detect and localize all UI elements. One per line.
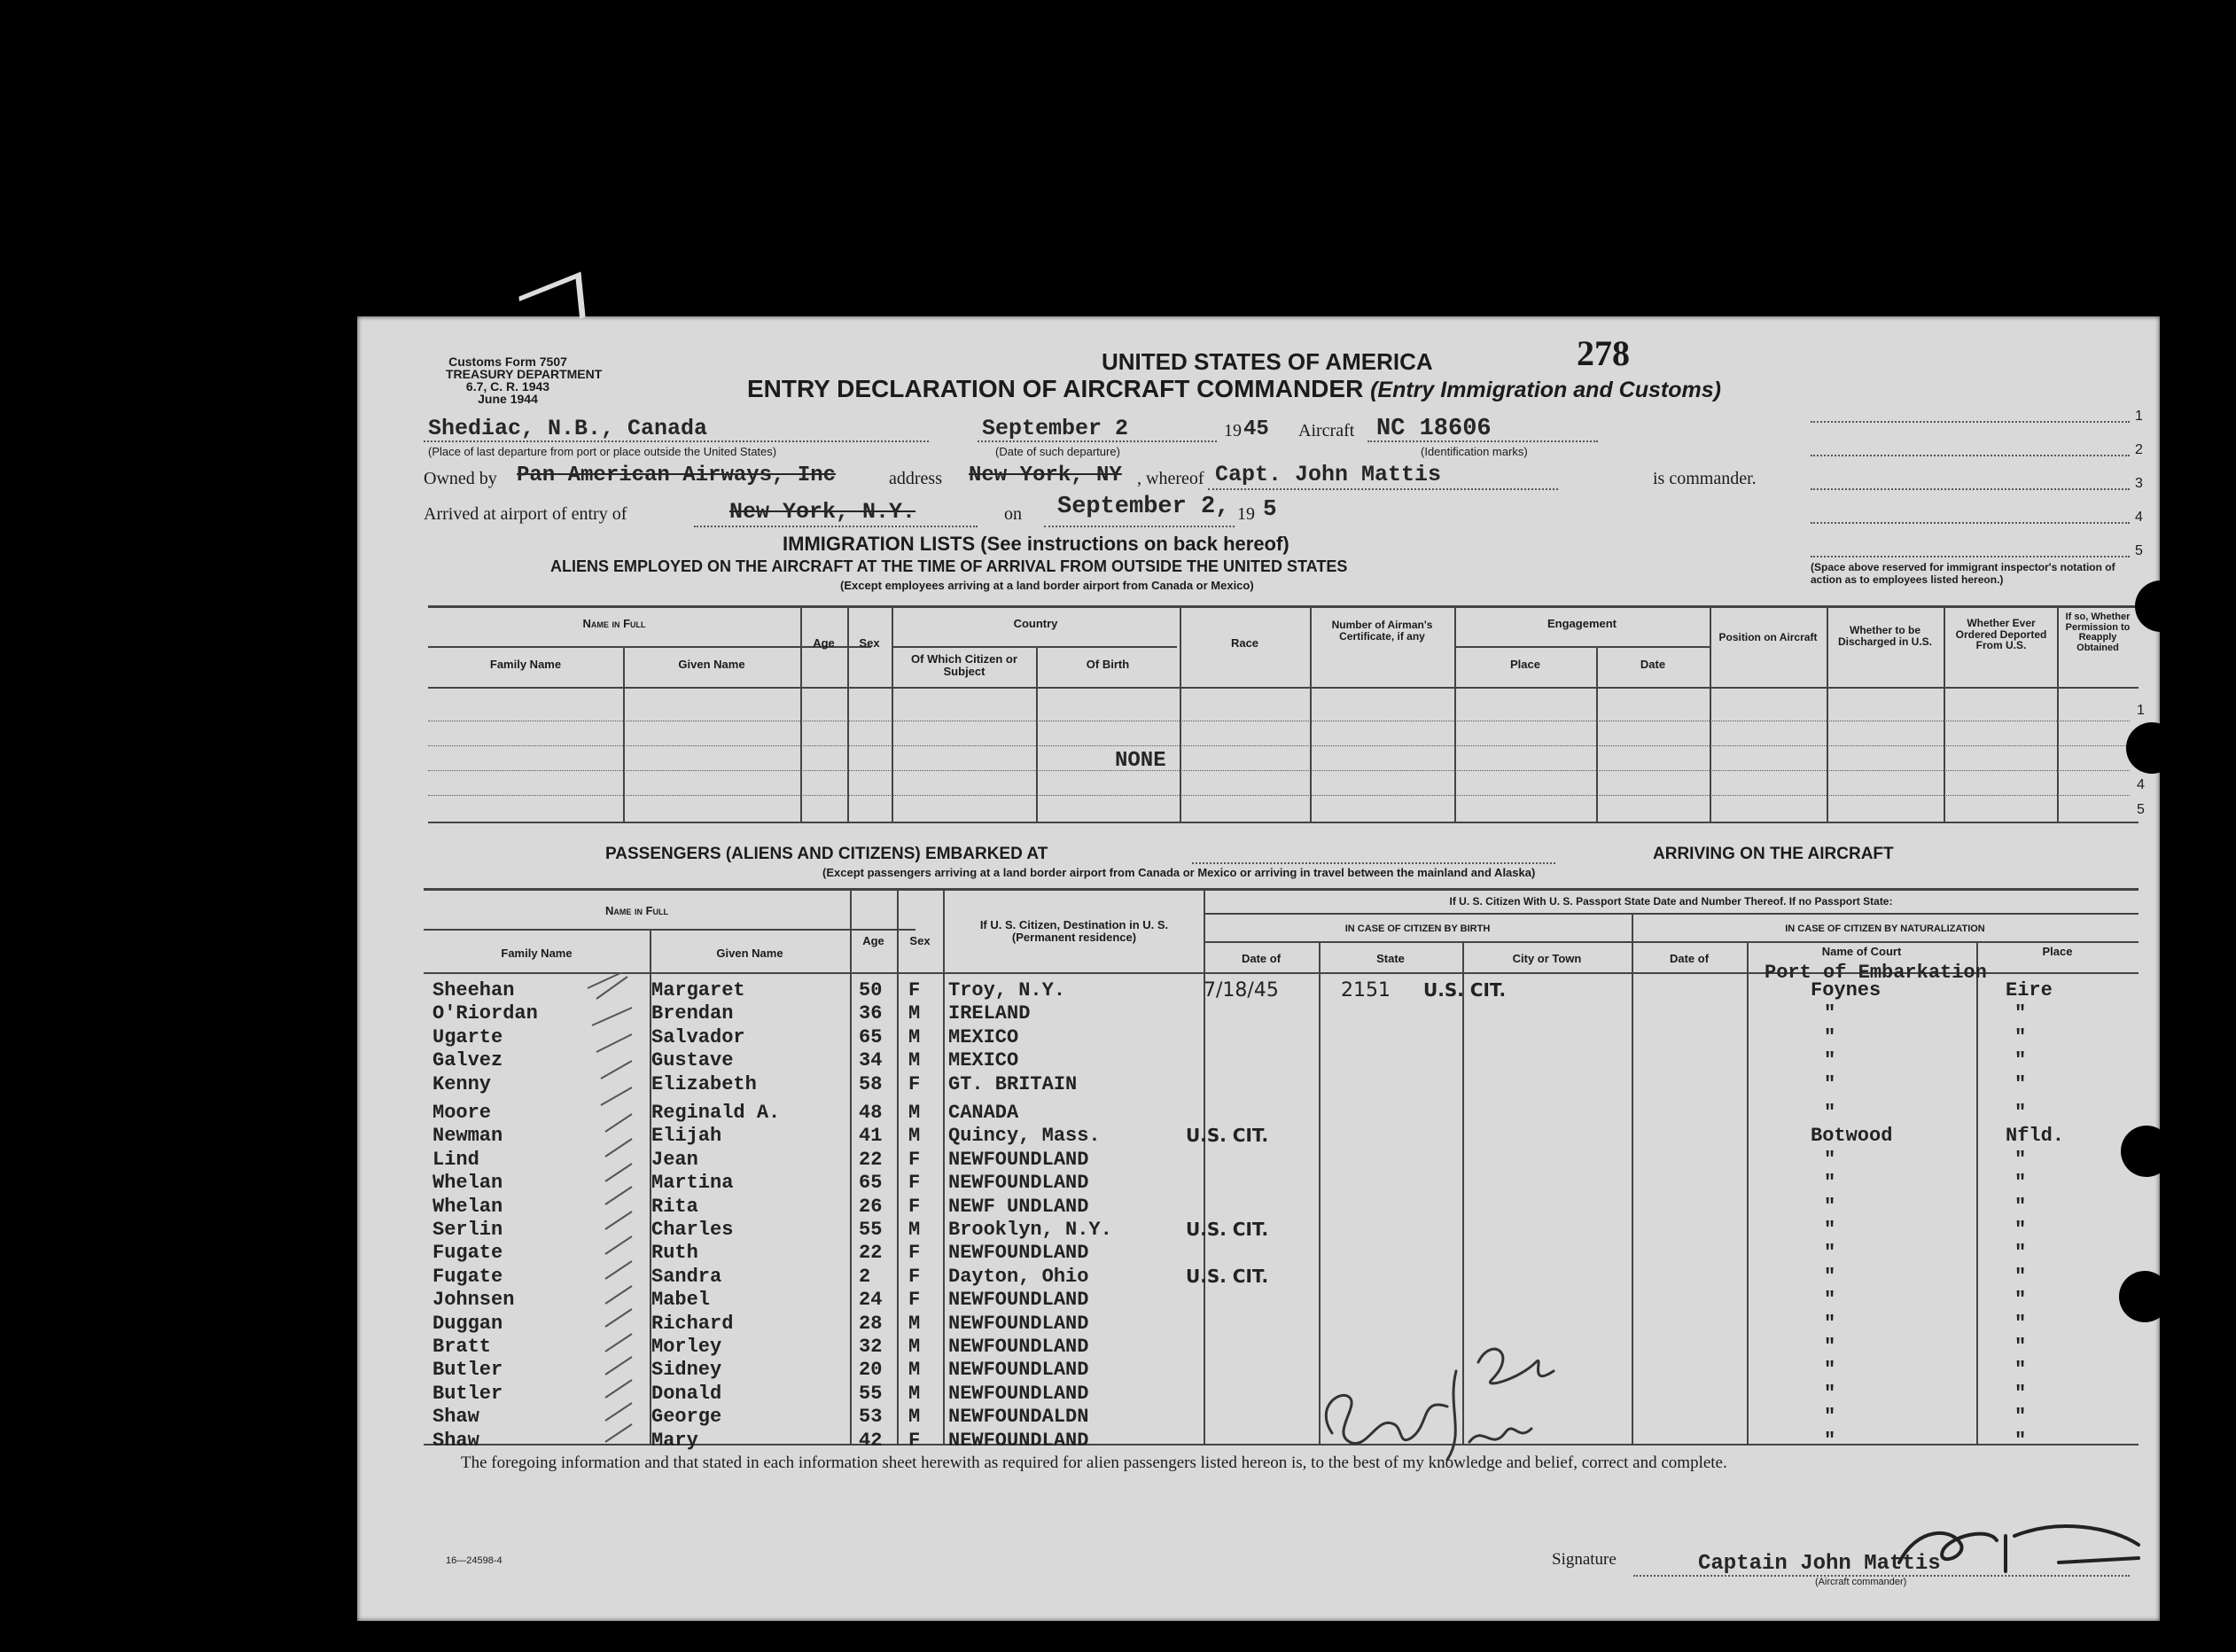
passenger-dest: MEXICO <box>948 1049 1019 1072</box>
passenger-place: " <box>2014 1265 2027 1288</box>
passenger-court: " <box>1824 1002 1836 1025</box>
passenger-given: Elijah <box>651 1125 722 1148</box>
passenger-court: " <box>1824 1025 1836 1048</box>
commander-signature: Captain John Mattis <box>1698 1552 1941 1576</box>
passenger-given: Sidney <box>651 1359 722 1382</box>
emp-header-discharged: Whether to be Discharged in U.S. <box>1837 624 1933 648</box>
captain-initials-mark <box>1882 1509 2147 1580</box>
passenger-court: " <box>1824 1102 1836 1124</box>
passenger-dest: NEWFOUNDLAND <box>948 1148 1089 1171</box>
passenger-dest: Troy, N.Y. <box>948 979 1066 1001</box>
inspector-note: (Space above reserved for immigrant inspector's notation of action as to employees listed hereon.) <box>1811 561 2115 587</box>
emp-header-name: Name in Full <box>582 617 646 630</box>
passenger-age: 26 <box>859 1195 883 1218</box>
passenger-sex: M <box>908 1049 921 1072</box>
inspector-line-number: 3 <box>2135 476 2143 491</box>
pax-header-by-birth: IN CASE OF CITIZEN BY BIRTH <box>1344 923 1491 934</box>
passenger-sex: F <box>908 979 921 1001</box>
pax-header-name: Name in Full <box>604 904 669 917</box>
arrival-date: September 2, <box>1057 494 1230 520</box>
passenger-cit: U.S. CIT. <box>1186 1219 1269 1240</box>
passenger-court: Foynes <box>1811 979 1882 1001</box>
passenger-given: Martina <box>651 1172 734 1195</box>
passenger-dest: NEWF UNDLAND <box>948 1195 1089 1218</box>
passenger-court: " <box>1824 1172 1836 1195</box>
passenger-given: Mary <box>651 1429 698 1452</box>
passenger-court: " <box>1824 1072 1836 1095</box>
passenger-age: 50 <box>859 979 883 1001</box>
passenger-sex: M <box>908 1312 921 1335</box>
passenger-sex: M <box>908 1219 921 1241</box>
passenger-cit: U.S. CIT. <box>1186 1125 1269 1147</box>
year-prefix-2: 19 <box>1237 504 1255 524</box>
passenger-place: " <box>2014 1406 2027 1429</box>
passengers-title: PASSENGERS (ALIENS AND CITIZENS) EMBARKED AT <box>605 845 1048 863</box>
passenger-age: 55 <box>859 1382 883 1405</box>
passenger-family: Bratt <box>432 1336 492 1358</box>
owner-address: New York, NY <box>969 464 1122 487</box>
form-cfr: 6.7, C. R. 1943 <box>465 379 550 394</box>
passenger-dest: NEWFOUNDLAND <box>948 1289 1089 1312</box>
passenger-family: Moore <box>432 1102 492 1124</box>
passenger-given: Brendan <box>651 1002 734 1025</box>
passenger-place: " <box>2014 1025 2027 1048</box>
emp-row-number: 1 <box>2137 703 2145 718</box>
passenger-place: " <box>2014 1002 2027 1025</box>
passenger-age: 41 <box>859 1125 883 1148</box>
emp-header-citizen-of: Of Which Citizen or Subject <box>911 652 1017 678</box>
form-title <box>747 375 1721 403</box>
passenger-sex: F <box>908 1172 921 1195</box>
passenger-age: 65 <box>859 1172 883 1195</box>
passenger-family: O'Riordan <box>432 1002 538 1025</box>
pax-header-passport: If U. S. Citizen With U. S. Passport State Date and Number Thereof. If no Passport State: <box>1449 895 1893 908</box>
passenger-dest: NEWFOUNDLAND <box>948 1312 1089 1335</box>
signature-caption: (Aircraft commander) <box>1815 1577 1907 1587</box>
passenger-sex: M <box>908 1002 921 1025</box>
pax-header-date-of-2: Date of <box>1669 952 1710 965</box>
passenger-given: Richard <box>651 1312 734 1335</box>
passenger-age: 32 <box>859 1336 883 1358</box>
passenger-given: Gustave <box>651 1049 734 1072</box>
punch-hole <box>2121 1126 2172 1177</box>
passenger-court: " <box>1824 1148 1836 1171</box>
owner-name: Pan American Airways, Inc <box>517 464 837 487</box>
emp-header-permission: If so, Whether Permission to Reapply Obtained <box>2065 612 2131 653</box>
form-title-paren: (Entry Immigration and Customs) <box>1370 378 1721 402</box>
passenger-court: Botwood <box>1811 1125 1893 1148</box>
passenger-sex: F <box>908 1242 921 1265</box>
passenger-family: Serlin <box>432 1219 503 1241</box>
arrived-label: Arrived at airport of entry of <box>424 504 627 524</box>
passenger-dest: IRELAND <box>948 1002 1031 1025</box>
pax-header-date-of: Date of <box>1241 952 1282 965</box>
footer-statement: The foregoing information and that stated in each information sheet herewith as required for alien passengers listed hereon is, to the best of my knowledge and belief, correct and complete. <box>461 1453 1727 1472</box>
passenger-sex: F <box>908 1429 921 1452</box>
punch-hole <box>2119 1271 2170 1322</box>
emp-header-engagement: Engagement <box>1547 617 1617 630</box>
passenger-family: Lind <box>432 1148 479 1171</box>
passenger-family: Fugate <box>432 1242 503 1265</box>
aircraft-caption: (Identification marks) <box>1421 445 1528 458</box>
passenger-dest: Brooklyn, N.Y. <box>948 1219 1112 1241</box>
form-date: June 1944 <box>478 392 538 406</box>
pax-header-given: Given Name <box>716 947 783 960</box>
form-title-main: ENTRY DECLARATION OF AIRCRAFT COMMANDER <box>747 375 1364 402</box>
inspector-line-number: 1 <box>2135 409 2143 424</box>
passenger-place: " <box>2014 1289 2027 1312</box>
passenger-family: Butler <box>432 1359 503 1382</box>
passenger-family: Johnsen <box>432 1289 515 1312</box>
pax-header-state: State <box>1376 952 1405 965</box>
passenger-given: Charles <box>651 1219 734 1241</box>
departure-place: Shediac, N.B., Canada <box>428 416 708 441</box>
passenger-age: 24 <box>859 1289 883 1312</box>
pax-header-family: Family Name <box>501 947 573 960</box>
passenger-dest: NEWFOUNDLAND <box>948 1429 1089 1452</box>
passenger-age: 36 <box>859 1002 883 1025</box>
pax-header-court: Name of Court <box>1821 945 1902 958</box>
emp-row-number: 5 <box>2137 802 2145 817</box>
aircraft-label: Aircraft <box>1298 421 1355 440</box>
passenger-age: 48 <box>859 1102 883 1124</box>
passenger-age: 28 <box>859 1312 883 1335</box>
emp-header-sex: Sex <box>859 636 880 650</box>
passenger-dest: NEWFOUNDLAND <box>948 1172 1089 1195</box>
immigration-note: (Except employees arriving at a land border airport from Canada or Mexico) <box>840 579 1254 592</box>
passenger-place: " <box>2014 1429 2027 1452</box>
passenger-age: 53 <box>859 1406 883 1429</box>
passenger-family: Sheehan <box>432 979 515 1001</box>
passenger-sex: M <box>908 1359 921 1382</box>
punch-hole <box>2126 722 2178 774</box>
passengers-note: (Except passengers arriving at a land border airport from Canada or Mexico or arriving in travel between the mainland and Alaska) <box>822 866 1536 879</box>
passenger-place: Nfld. <box>2006 1125 2065 1148</box>
passenger-court: " <box>1824 1195 1836 1218</box>
commander-name: Capt. John Mattis <box>1215 462 1442 487</box>
year-prefix-1: 19 <box>1224 421 1242 440</box>
none-entry: NONE <box>1115 749 1166 773</box>
passenger-dest: GT. BRITAIN <box>948 1072 1078 1095</box>
passenger-dest: Quincy, Mass. <box>948 1125 1101 1148</box>
inspector-line-number: 5 <box>2135 543 2143 558</box>
passenger-place: " <box>2014 1072 2027 1095</box>
passenger-family: Duggan <box>432 1312 503 1335</box>
emp-row-number: 4 <box>2137 777 2145 792</box>
immigration-title: IMMIGRATION LISTS (See instructions on back hereof) <box>783 533 1289 555</box>
passenger-place: " <box>2014 1336 2027 1358</box>
emp-header-family: Family Name <box>489 658 562 671</box>
passenger-court: " <box>1824 1359 1836 1382</box>
passenger-age: 42 <box>859 1429 883 1452</box>
whereof-label: , whereof <box>1137 469 1204 488</box>
passenger-sex: M <box>908 1102 921 1124</box>
passenger-dest: NEWFOUNDLAND <box>948 1359 1089 1382</box>
passenger-family: Fugate <box>432 1265 503 1288</box>
passenger-place: " <box>2014 1382 2027 1405</box>
passenger-sex: M <box>908 1406 921 1429</box>
passenger-city: U.S. CIT. <box>1423 979 1507 1001</box>
punch-hole <box>2135 581 2186 632</box>
declaration-form <box>357 316 2160 1621</box>
passenger-dest: Dayton, Ohio <box>948 1265 1089 1288</box>
passenger-place: " <box>2014 1148 2027 1171</box>
passenger-place: " <box>2014 1195 2027 1218</box>
emp-header-deported: Whether Ever Ordered Deported From U.S. <box>1955 617 2047 652</box>
passenger-dest: NEWFOUNDALDN <box>948 1406 1089 1429</box>
passenger-age: 58 <box>859 1072 883 1095</box>
signature-label: Signature <box>1552 1550 1617 1569</box>
passenger-dest: NEWFOUNDLAND <box>948 1336 1089 1358</box>
emp-header-birth: Of Birth <box>1086 658 1130 671</box>
passenger-sex: F <box>908 1265 921 1288</box>
passenger-given: Margaret <box>651 979 745 1001</box>
passenger-sex: M <box>908 1336 921 1358</box>
emp-header-age: Age <box>813 636 835 650</box>
passenger-sex: F <box>908 1072 921 1095</box>
passenger-age: 55 <box>859 1219 883 1241</box>
passenger-place: " <box>2014 1359 2027 1382</box>
arrival-year: 5 <box>1263 495 1277 522</box>
passenger-given: Reginald A. <box>651 1102 781 1124</box>
passenger-place: " <box>2014 1049 2027 1072</box>
inspector-line-number: 4 <box>2135 510 2143 525</box>
aircraft-id: NC 18606 <box>1376 416 1492 442</box>
passenger-age: 20 <box>859 1359 883 1382</box>
passenger-given: Donald <box>651 1382 722 1405</box>
passenger-family: Ugarte <box>432 1025 503 1048</box>
passenger-court: " <box>1824 1406 1836 1429</box>
form-number: Customs Form 7507 <box>448 355 567 369</box>
passenger-court: " <box>1824 1312 1836 1335</box>
passenger-date: 7/18/45 <box>1204 979 1279 1001</box>
pax-header-place: Place <box>2042 945 2073 958</box>
passenger-dest: NEWFOUNDLAND <box>948 1382 1089 1405</box>
pax-header-age: Age <box>862 934 884 947</box>
stamp-number: 278 <box>1577 333 1630 373</box>
passenger-age: 2 <box>859 1265 871 1288</box>
departure-date: September 2 <box>982 416 1129 441</box>
passenger-given: Sandra <box>651 1265 722 1288</box>
passenger-given: Rita <box>651 1195 698 1218</box>
departure-place-caption: (Place of last departure from port or place outside the United States) <box>428 445 777 458</box>
passenger-family: Kenny <box>432 1072 492 1095</box>
passenger-court: " <box>1824 1242 1836 1265</box>
arrival-port: New York, N.Y. <box>729 499 916 525</box>
passenger-court: " <box>1824 1289 1836 1312</box>
passenger-age: 22 <box>859 1148 883 1171</box>
passenger-family: Whelan <box>432 1172 503 1195</box>
emp-header-race: Race <box>1230 636 1259 650</box>
pax-header-destination: If U. S. Citizen, Destination in U. S. (Permanent residence) <box>979 918 1169 944</box>
passenger-family: Newman <box>432 1125 503 1148</box>
pax-header-sex: Sex <box>909 934 931 947</box>
emp-header-date: Date <box>1640 658 1666 671</box>
passenger-family: Shaw <box>432 1406 479 1429</box>
emp-header-position: Position on Aircraft <box>1718 631 1818 643</box>
passenger-court: " <box>1824 1219 1836 1241</box>
passenger-place: " <box>2014 1102 2027 1124</box>
form-info <box>446 355 603 406</box>
passenger-sex: F <box>908 1289 921 1312</box>
passenger-given: Jean <box>651 1148 698 1171</box>
passenger-dest: NEWFOUNDLAND <box>948 1242 1089 1265</box>
country-heading: UNITED STATES OF AMERICA <box>1102 348 1433 375</box>
passenger-place: " <box>2014 1242 2027 1265</box>
owned-by-label: Owned by <box>424 469 497 488</box>
departure-year: 45 <box>1243 417 1269 441</box>
passenger-court: " <box>1824 1382 1836 1405</box>
address-label: address <box>889 469 942 488</box>
passenger-given: Mabel <box>651 1289 711 1312</box>
passenger-place: " <box>2014 1312 2027 1335</box>
emp-header-place: Place <box>1510 658 1540 671</box>
departure-date-caption: (Date of such departure) <box>995 445 1120 458</box>
immigration-subtitle: ALIENS EMPLOYED ON THE AIRCRAFT AT THE TIME OF ARRIVAL FROM OUTSIDE THE UNITED STATES <box>550 557 1348 575</box>
form-department: TREASURY DEPARTMENT <box>446 367 603 381</box>
passenger-court: " <box>1824 1336 1836 1358</box>
passenger-place: " <box>2014 1172 2027 1195</box>
passenger-sex: M <box>908 1382 921 1405</box>
passenger-sex: M <box>908 1125 921 1148</box>
passenger-family: Shaw <box>432 1429 479 1452</box>
print-code: 16—24598-4 <box>446 1555 503 1566</box>
port-of-embarkation-overtype: Port of Embarkation <box>1765 962 1987 984</box>
passenger-court: " <box>1824 1429 1836 1452</box>
passenger-sex: F <box>908 1195 921 1218</box>
passenger-age: 22 <box>859 1242 883 1265</box>
passenger-given: Salvador <box>651 1025 745 1048</box>
passenger-given: Ruth <box>651 1242 698 1265</box>
passenger-sex: M <box>908 1025 921 1048</box>
passenger-dest: CANADA <box>948 1102 1019 1124</box>
passenger-family: Whelan <box>432 1195 503 1218</box>
check-marks <box>579 972 685 1451</box>
emp-header-airman: Number of Airman's Certificate, if any <box>1331 619 1433 643</box>
commander-suffix: is commander. <box>1653 469 1757 488</box>
passenger-place: Eire <box>2006 979 2053 1001</box>
emp-header-given: Given Name <box>678 658 745 671</box>
passenger-given: Elizabeth <box>651 1072 757 1095</box>
passenger-age: 34 <box>859 1049 883 1072</box>
passenger-state: 2151 <box>1341 979 1391 1001</box>
emp-header-country: Country <box>1013 617 1058 630</box>
passenger-court: " <box>1824 1049 1836 1072</box>
passenger-court: " <box>1824 1265 1836 1288</box>
passengers-title-right: ARRIVING ON THE AIRCRAFT <box>1653 845 1894 863</box>
pax-header-by-naturalization: IN CASE OF CITIZEN BY NATURALIZATION <box>1785 923 1985 934</box>
passenger-cit: U.S. CIT. <box>1186 1265 1269 1287</box>
passenger-sex: F <box>908 1148 921 1171</box>
passenger-place: " <box>2014 1219 2027 1241</box>
passenger-family: Galvez <box>432 1049 503 1072</box>
pax-header-city: City or Town <box>1512 952 1582 965</box>
on-label: on <box>1004 504 1022 524</box>
passenger-age: 65 <box>859 1025 883 1048</box>
passenger-family: Butler <box>432 1382 503 1405</box>
passenger-given: Morley <box>651 1336 722 1358</box>
passenger-given: George <box>651 1406 722 1429</box>
passenger-dest: MEXICO <box>948 1025 1019 1048</box>
inspector-line-number: 2 <box>2135 442 2143 457</box>
